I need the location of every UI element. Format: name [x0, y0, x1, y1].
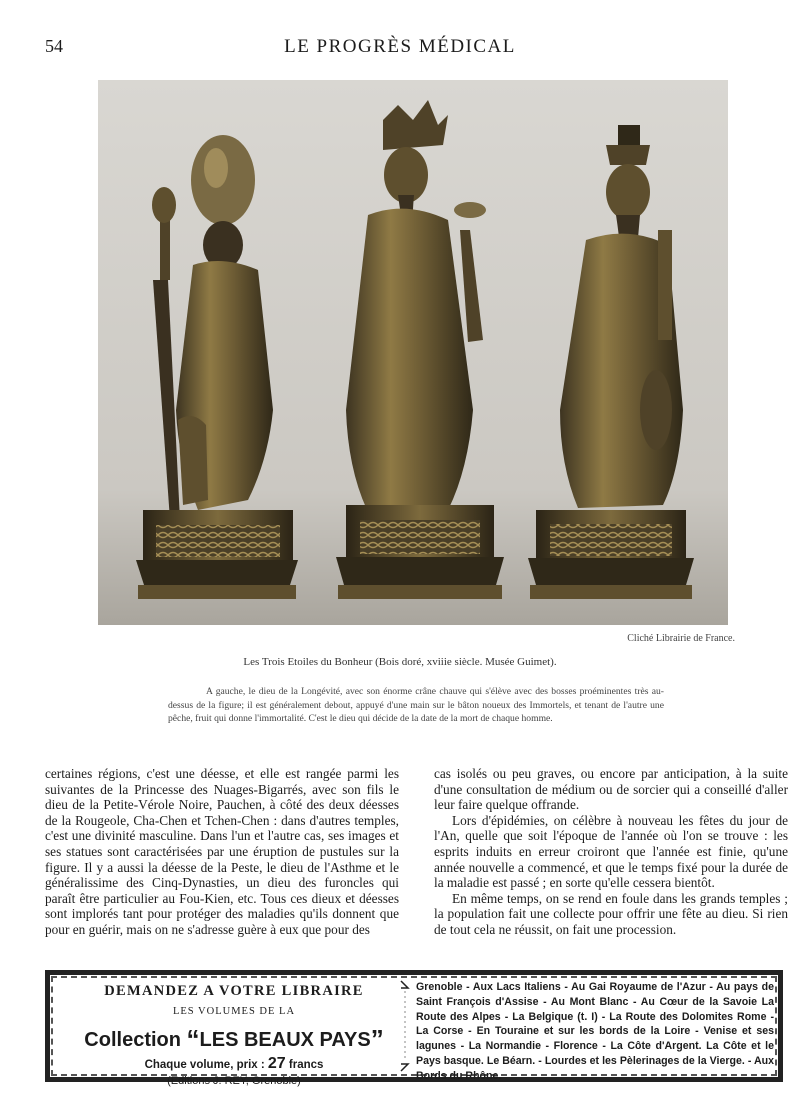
figure-caption: Les Trois Etoiles du Bonheur (Bois doré, xviiie siècle. Musée Guimet). [243, 656, 557, 668]
article-paragraph: En même temps, on se rend en foule dans les grands temples ; la population fait une collecte pour offrir une fête au dieu. Si rien de tout cela ne réussit, on fait une procession. [434, 890, 788, 937]
article-paragraph: Lors d'épidémies, on célèbre à nouveau les fêtes du jour de l'An, quelle que soit l'époque de l'année où l'on se trouve : les esprits induits en erreur croiront que l'année est finie, qu'une année nouvelle a commencé, et que le temps fixé pour la durée de la maladie est passé ; en sorte qu'elle cessera bientôt. [434, 812, 788, 891]
ad-price-unit: francs [288, 1059, 324, 1071]
journal-title: LE PROGRÈS MÉDICAL [284, 36, 516, 57]
ad-collection-name: LES BEAUX PAYS [199, 1029, 371, 1051]
ad-collection-prefix: Collection [84, 1029, 181, 1051]
advertisement-left-panel [60, 979, 408, 1087]
ad-collection-title [60, 1022, 408, 1053]
ad-headline: DEMANDEZ A VOTRE LIBRAIRE [104, 983, 364, 999]
ad-price-label: Chaque volume, prix : [144, 1059, 265, 1071]
statues-photograph [98, 80, 728, 625]
ad-close-quote: ” [370, 1024, 384, 1054]
article-paragraph: cas isolés ou peu graves, ou encore par anticipation, à la suite d'une consultation de médium ou de sorcier qui a conseillé d'aller leur faire quelque offrande. [434, 766, 788, 813]
article-paragraph: certaines régions, c'est une déesse, et elle est rangée parmi les suivantes de la Princesse des Nuages-Bigarrés, avec son fils le dieu de la Petite-Vérole Noire, Pauchen, à côté des deux déesses de la Rougeole, Cha-Chen et Tchen-Chen : dans d'autres temples, c'est une divinité masculine. Dans l'un et l'autre cas, ses images et ses statues sont caractérisées par une éruption de pustules sur la figure. Il y a aussi la déesse de la Peste, le dieu de l'Asthme et le généralissime des Cinq-Dynasties, un dieu des furoncles qui paraît être particulier au Fou-Kien, etc. Tous ces dieux et déesses sont implorés tant pour protéger des maladies qu'ils donnent que pour en guérir, mais on ne s'adresse guère à eux que pour des [45, 766, 399, 937]
article-column-right [434, 766, 788, 938]
advertisement-box [45, 970, 783, 1087]
article-column-left [45, 766, 399, 938]
ad-publisher: (Editions J. REY, Grenoble) [167, 1075, 301, 1087]
ad-open-quote: “ [186, 1024, 200, 1054]
ad-subheadline: LES VOLUMES DE LA [172, 1006, 296, 1017]
statues-image [98, 80, 728, 625]
page-number: 54 [45, 36, 63, 56]
ad-separator [398, 979, 412, 1073]
ad-price [60, 1055, 408, 1073]
ad-title-list: Grenoble - Aux Lacs Italiens - Au Gai Royaume de l'Azur - Au pays de Saint François d'Assise - Au Mont Blanc - Au Cœur de la Savoie La Route des Alpes - La Belgique (t. I) - La Route des Dolomites Rome - La Corse - En Touraine et sur les bords de la Loire - Venise et ses lagunes - La Normandie - Florence - La Côte d'Argent. La Côte et le Pays basque. Le Béarn. - Lourdes et les Pèlerinages de la Vierge. - Aux Bords du Rhône. [416, 981, 774, 1082]
figure-description: A gauche, le dieu de la Longévité, avec son énorme crâne chauve qui s'élève avec des bosses proéminentes très au-dessus de la figure; il est généralement debout, appuyé d'une main sur le bâton noueux des Immortels, et tenant de l'autre une pêche, fruit qui donne l'immortalité. C'est le dieu qui décide de la date de la mort de chaque homme. [168, 686, 664, 725]
ad-price-value: 27 [267, 1055, 286, 1072]
photo-credit: Cliché Librairie de France. [627, 633, 735, 644]
